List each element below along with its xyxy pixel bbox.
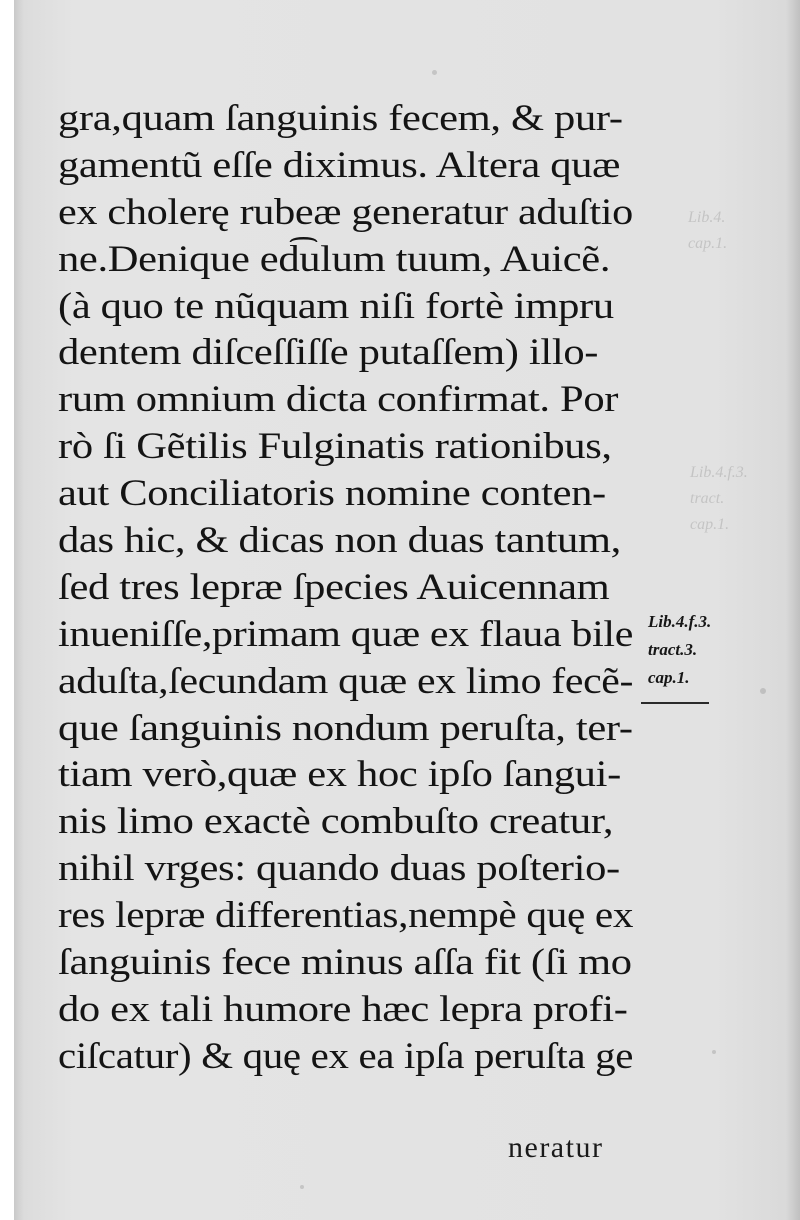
margin-note-line: Lib.4.f.3. — [648, 612, 712, 631]
bleed-line: tract. — [690, 490, 725, 507]
text-line: nis limo exactè combuſto creatur, — [58, 801, 614, 843]
text-line: do ex tali humore hæc lepra profi- — [58, 988, 628, 1030]
bleed-line: cap.1. — [690, 516, 730, 533]
text-line: tiam verò,quæ ex hoc ipſo ſangui- — [58, 754, 621, 796]
paper-speck — [432, 70, 437, 75]
bleed-through-note-upper — [688, 205, 727, 257]
bleed-line: Lib.4. — [688, 209, 726, 226]
text-line: ne.Denique ed͡ulum tuum, Auicẽ. — [58, 238, 611, 280]
catchword: neratur — [508, 1131, 604, 1164]
text-line: aduſta,ſecundam quæ ex limo fecẽ- — [58, 660, 634, 702]
marginal-citation — [648, 608, 711, 692]
text-line: gamentũ eſſe diximus. Altera quæ — [58, 144, 621, 186]
paper-speck — [760, 688, 766, 694]
bleed-line: cap.1. — [688, 235, 728, 252]
paper-speck — [300, 1185, 304, 1189]
text-line: ciſcatur) & quę ex ea ipſa peruſta ge — [58, 1035, 634, 1077]
margin-note-underline — [641, 702, 709, 704]
text-line: das hic, & dicas non duas tantum, — [58, 520, 621, 562]
text-line: ſed tres lepræ ſpecies Auicennam — [58, 566, 610, 608]
text-line: que ſanguinis nondum peruſta, ter- — [58, 707, 633, 749]
text-line: nihil vrges: quando duas poſterio- — [58, 848, 620, 890]
paper-speck — [712, 1050, 716, 1054]
text-line: gra,quam ſanguinis fecem, & pur- — [58, 98, 623, 139]
bleed-line: Lib.4.f.3. — [690, 464, 748, 481]
main-text-block — [58, 96, 643, 1081]
text-line: ſanguinis fece minus aſſa fit (ſi mo — [58, 942, 632, 984]
bleed-through-note-middle — [690, 460, 748, 538]
text-line: res lepræ differentias,nempè quę ex — [58, 895, 634, 937]
page-edge-shadow — [786, 0, 800, 1220]
text-line: rum omnium dicta confirmat. Por — [58, 379, 619, 421]
margin-note-line: tract.3. — [648, 640, 698, 659]
text-line: aut Conciliatoris nomine conten- — [58, 473, 606, 515]
text-line: inueniſſe,primam quæ ex flaua bile — [58, 613, 634, 655]
margin-note-line: cap.1. — [648, 668, 690, 687]
text-line: dentem diſceſſiſſe putaſſem) illo- — [58, 332, 599, 374]
text-line: ex cholerę rubeæ generatur aduſtio — [58, 191, 633, 233]
text-line: (à quo te nũquam niſi fortè impru — [58, 285, 614, 327]
text-line: rò ſi Gẽtilis Fulginatis rationibus, — [58, 426, 612, 468]
